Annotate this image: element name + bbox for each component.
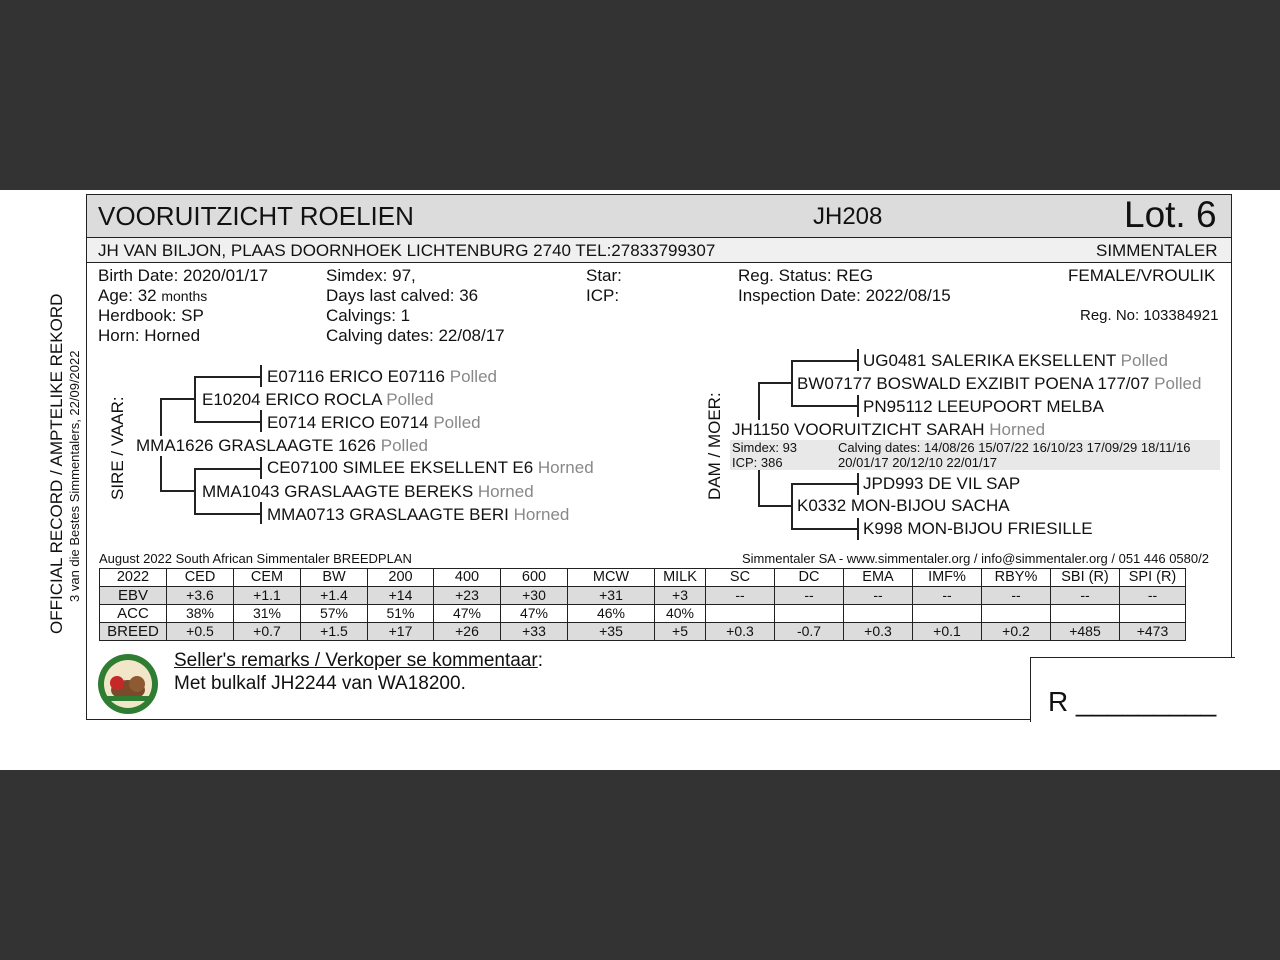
header-cell: CEM: [234, 569, 301, 587]
dss-bracket-top: [791, 360, 857, 362]
sex: FEMALE/VROULIK: [1068, 266, 1216, 285]
table-cell: +3: [655, 587, 706, 605]
dds-bracket: [791, 483, 793, 529]
remarks-heading-text: Seller's remarks / Verkoper se kommentaar: [174, 650, 538, 671]
breedplan-acc-row: [100, 605, 1186, 623]
horn-tag: Horned: [477, 482, 534, 501]
dam: [732, 420, 1045, 440]
table-cell: +14: [368, 587, 434, 605]
header-cell: IMF%: [913, 569, 982, 587]
dss-bracket: [791, 360, 793, 406]
sss-tick: [260, 365, 262, 387]
horn-tag: Horned: [513, 505, 570, 524]
table-cell: 46%: [568, 605, 655, 623]
table-cell: +31: [568, 587, 655, 605]
breedplan-breed-row: [100, 623, 1186, 641]
simdex: Simdex: 97,: [326, 266, 416, 285]
header-cell: CED: [167, 569, 234, 587]
pedigree-name: CE07100 SIMLEE EKSELLENT E6: [267, 458, 534, 477]
ss-bracket-bottom: [194, 421, 260, 423]
header-cell: SBI (R): [1051, 569, 1120, 587]
horn-tag: Polled: [386, 390, 434, 409]
header-cell: 200: [368, 569, 434, 587]
header-cell: 400: [434, 569, 501, 587]
animal-id: JH208: [813, 203, 883, 230]
table-cell: +30: [501, 587, 568, 605]
ds-bracket-top: [758, 382, 791, 384]
sire-sire-sire: [267, 367, 497, 387]
dam-calving-dates-cont: 20/01/17 20/12/10 22/01/17: [838, 455, 998, 470]
dam-simdex: Simdex: 93: [732, 440, 798, 455]
horn-tag: Polled: [1120, 351, 1168, 370]
sd-bracket-top: [194, 468, 260, 470]
header-cell: RBY%: [982, 569, 1051, 587]
horn-tag: Polled: [449, 367, 497, 386]
table-cell: +485: [1051, 623, 1120, 641]
reg-number: Reg. No: 103384921: [1080, 307, 1219, 324]
pedigree-name: MMA1626 GRASLAAGTE 1626: [136, 436, 377, 455]
dd-bracket-link: [758, 470, 760, 506]
header-cell: DC: [775, 569, 844, 587]
table-cell: +1.4: [301, 587, 368, 605]
pedigree-name: JPD993 DE VIL SAP: [863, 474, 1021, 493]
dam-icp: ICP: 386: [732, 455, 783, 470]
horn-tag: Polled: [380, 436, 429, 455]
days-last-calved: Days last calved: 36: [326, 286, 479, 305]
sire-bracket-bottom: [160, 490, 194, 492]
pedigree-name: E10204 ERICO ROCLA: [202, 390, 382, 409]
table-cell: 31%: [234, 605, 301, 623]
dam-dam-dam: [863, 519, 1093, 539]
sire-dam: [202, 482, 534, 502]
table-cell: --: [775, 587, 844, 605]
breedplan-title: August 2022 South African Simmentaler BREEDPLAN: [99, 551, 412, 566]
header-cell: EMA: [844, 569, 913, 587]
remarks-heading: [174, 650, 543, 672]
table-cell: --: [1051, 587, 1120, 605]
animal-name: VOORUITZICHT ROELIEN: [98, 201, 414, 231]
breedplan-header-row: [100, 569, 1186, 587]
sire-dam-sire: [267, 458, 594, 478]
dam-dam-sire: [863, 474, 1020, 494]
birth-date: Birth Date: 2020/01/17: [98, 266, 269, 285]
table-cell: 38%: [167, 605, 234, 623]
table-cell: --: [1120, 587, 1186, 605]
icp: ICP:: [586, 286, 620, 305]
ssd-tick: [260, 410, 262, 432]
simmentaler-logo: [97, 653, 159, 715]
pedigree-name: K0332 MON-BIJOU SACHA: [797, 496, 1010, 515]
star: Star:: [586, 266, 622, 285]
calvings: Calvings: 1: [326, 306, 411, 325]
table-cell: 47%: [501, 605, 568, 623]
header-cell: MCW: [568, 569, 655, 587]
dss-tick: [857, 349, 859, 371]
table-cell: +0.5: [167, 623, 234, 641]
age: [98, 286, 207, 306]
pedigree-name: MMA0713 GRASLAAGTE BERI: [267, 505, 509, 524]
breed-name: SIMMENTALER: [1096, 241, 1218, 260]
ss-bracket-top: [194, 376, 260, 378]
sire: [136, 436, 428, 456]
breedplan-ebv-row: [100, 587, 1186, 605]
pedigree-name: E0714 ERICO E0714: [267, 413, 429, 432]
sire-sire-dam: [267, 413, 481, 433]
pedigree-name: PN95112 LEEUPOORT MELBA: [863, 397, 1104, 416]
sire-label: SIRE / VAAR:: [108, 396, 127, 500]
header-cell: 600: [501, 569, 568, 587]
breedplan-table: [99, 568, 1186, 641]
dam-sire: [797, 374, 1201, 394]
age-value: Age: 32: [98, 286, 157, 305]
header-cell: SPI (R): [1120, 569, 1186, 587]
dam-label: DAM / MOER:: [705, 392, 724, 500]
sd-bracket-bottom: [194, 513, 260, 515]
ds-bracket-link: [758, 382, 760, 422]
table-cell: +0.2: [982, 623, 1051, 641]
horn-tag: Polled: [1154, 374, 1202, 393]
dam-calving-dates: Calving dates: 14/08/26 15/07/22 16/10/23 17/09/29 18/11/16: [838, 440, 1191, 455]
table-cell: [913, 605, 982, 623]
remarks-heading-colon: :: [537, 650, 543, 671]
reg-status: Reg. Status: REG: [738, 266, 874, 285]
calving-dates: Calving dates: 22/08/17: [326, 326, 505, 345]
sire-sire: [202, 390, 434, 410]
table-cell: --: [913, 587, 982, 605]
table-cell: [706, 605, 775, 623]
header-cell: 2022: [100, 569, 167, 587]
table-cell: [1051, 605, 1120, 623]
row-label: BREED: [100, 623, 167, 641]
table-cell: +0.3: [706, 623, 775, 641]
sire-bracket-top: [160, 398, 194, 400]
owner-details: JH VAN BILJON, PLAAS DOORNHOEK LICHTENBURG 2740 TEL:27833799307: [98, 241, 716, 260]
pedigree-name: K998 MON-BIJOU FRIESILLE: [863, 519, 1093, 538]
remarks-text: Met bulkalf JH2244 van WA18200.: [174, 673, 466, 694]
ddd-tick: [857, 518, 859, 540]
horn-tag: Horned: [989, 420, 1046, 439]
horn-tag: Polled: [433, 413, 481, 432]
dam-sire-sire: [863, 351, 1168, 371]
dds-bracket-top: [791, 483, 857, 485]
header-cell: SC: [706, 569, 775, 587]
dss-bracket-bottom: [791, 405, 857, 407]
dds-bracket-bottom: [791, 528, 857, 530]
lot-card: [0, 190, 1280, 770]
row-label: EBV: [100, 587, 167, 605]
table-cell: [1120, 605, 1186, 623]
pedigree-name: MMA1043 GRASLAAGTE BEREKS: [202, 482, 474, 501]
table-cell: [982, 605, 1051, 623]
table-cell: +17: [368, 623, 434, 641]
table-cell: +5: [655, 623, 706, 641]
table-cell: +473: [1120, 623, 1186, 641]
table-cell: 47%: [434, 605, 501, 623]
dsd-tick: [857, 395, 859, 417]
herdbook: Herdbook: SP: [98, 306, 204, 325]
inspection-date: Inspection Date: 2022/08/15: [738, 286, 951, 305]
pedigree-name: BW07177 BOSWALD EXZIBIT POENA 177/07: [797, 374, 1150, 393]
table-cell: +0.3: [844, 623, 913, 641]
pedigree-name: JH1150 VOORUITZICHT SARAH: [732, 420, 985, 439]
table-cell: +1.1: [234, 587, 301, 605]
age-unit: months: [161, 288, 208, 304]
table-cell: 51%: [368, 605, 434, 623]
table-cell: +26: [434, 623, 501, 641]
table-cell: +23: [434, 587, 501, 605]
table-cell: --: [844, 587, 913, 605]
sds-tick: [260, 457, 262, 479]
dds-tick: [857, 473, 859, 495]
dam-sire-dam: [863, 397, 1104, 417]
horn-tag: Horned: [537, 458, 594, 477]
sdd-tick: [260, 502, 262, 524]
pedigree-name: E07116 ERICO E07116: [267, 367, 445, 386]
table-cell: --: [982, 587, 1051, 605]
table-cell: +33: [501, 623, 568, 641]
sd-bracket: [194, 468, 196, 514]
header-cell: MILK: [655, 569, 706, 587]
table-cell: -0.7: [775, 623, 844, 641]
row-label: ACC: [100, 605, 167, 623]
ss-bracket: [194, 376, 196, 422]
breedplan-contact: Simmentaler SA - www.simmentaler.org / info@simmentaler.org / 051 446 0580/2: [742, 551, 1209, 566]
table-cell: +1.5: [301, 623, 368, 641]
official-record-label: OFFICIAL RECORD / AMPTELIKE REKORD: [47, 293, 66, 634]
horn-status: Horn: Horned: [98, 326, 201, 345]
lot-number: Lot. 6: [1124, 194, 1217, 235]
table-cell: [844, 605, 913, 623]
table-cell: 57%: [301, 605, 368, 623]
price-field[interactable]: R _________: [1048, 686, 1217, 717]
table-cell: [775, 605, 844, 623]
pedigree-name: UG0481 SALERIKA EKSELLENT: [863, 351, 1116, 370]
sire-dam-dam: [267, 505, 569, 525]
header-cell: BW: [301, 569, 368, 587]
table-cell: +35: [568, 623, 655, 641]
dd-bracket-bottom: [758, 505, 791, 507]
table-cell: +0.7: [234, 623, 301, 641]
table-cell: --: [706, 587, 775, 605]
dam-dam: [797, 496, 1010, 516]
table-cell: +0.1: [913, 623, 982, 641]
table-cell: +3.6: [167, 587, 234, 605]
sale-name-date: 3 van die Bestes Simmentalers, 22/09/2022: [67, 350, 82, 602]
table-cell: 40%: [655, 605, 706, 623]
